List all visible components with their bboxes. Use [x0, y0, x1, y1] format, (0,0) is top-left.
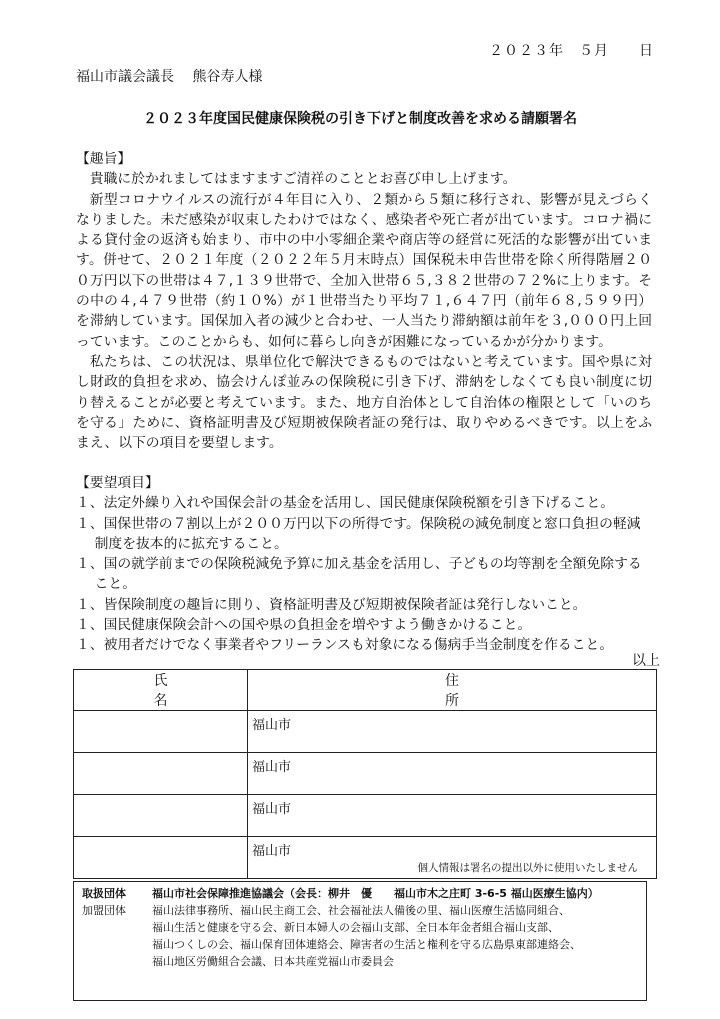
organization-box: [73, 881, 647, 1001]
closing-text: 以上: [632, 653, 660, 669]
name-field[interactable]: [74, 753, 248, 795]
request-item: １、被用者だけでなく事業者やフリーランスも対象になる傷病手当金制度を作ること。: [76, 637, 614, 654]
purpose-section: [76, 149, 652, 453]
address-column-header: 住所: [248, 670, 657, 711]
requests-heading: 【要望項目】: [76, 475, 159, 491]
document-date: ２０２３年 ５月 日: [489, 43, 654, 59]
signature-table-header: [74, 670, 657, 711]
privacy-note: 個人情報は署名の提出以外に使用いたしません: [417, 862, 638, 874]
request-item: １、国民健康保険会計への国や県の負担金を増やすよう働きかけること。: [76, 617, 532, 634]
signature-row: [74, 711, 657, 753]
organizer-label: 取扱団体: [82, 887, 126, 900]
purpose-paragraph: 新型コロナウイルスの流行が４年目に入り、２類から５類に移行され、影響が見えづらくなりました。未だ感染が収束したわけではなく、感染者や死亡者が出ています。コロナ禍による貸付金の返済も始まり、市中の中小零細企業や商店等の経営に死活的な影響が出ています。併せて、２０２１年度（２０２２年５月末時点）国保税未申告世帯を除く所得階層２００万円以下の世帯は４７,１３９世帯で、全加入世帯６５,３８２世帯の７２%に上ります。その中の４,４７９世帯（約１０%）が１世帯当たり平均７１,６４７円（前年６８,５９９円）を滞納しています。国保加入者の減少と合わせ、一人当たり滞納額は前年を３,０００円上回っています。このことからも、如何に暮らし向きが困難になっているかが分かります。: [76, 191, 652, 350]
request-item: １、国の就学前までの保険税減免予算に加え基金を活用し、子どもの均等割を全額免除すること。: [76, 556, 642, 593]
address-field[interactable]: 福山市: [248, 753, 657, 795]
members-row: [82, 902, 642, 970]
request-item: １、法定外繰り入れや国保会計の基金を活用し、国民健康保険税額を引き下げること。: [76, 495, 615, 512]
request-item: １、国保世帯の７割以上が２００万円以下の所得です。保険税の減免制度と窓口負担の軽減制度を抜本的に拡充すること。: [76, 515, 641, 552]
purpose-heading: 【趣旨】: [76, 151, 132, 167]
members-line: 福山地区労働組合会議、日本共産党福山市委員会: [152, 955, 394, 968]
requests-section: [76, 473, 652, 656]
signature-row: [74, 795, 657, 837]
organizer-row: [82, 885, 642, 902]
organizer-text: 福山市社会保障推進協議会（会長：柳井 優 福山市木之庄町 3-6-5 福山医療生協内）: [152, 887, 599, 900]
members-line: 福山生活と健康を守る会、新日本婦人の会福山支部、全日本年金者組合福山支部、: [152, 921, 559, 934]
signature-table: [73, 669, 657, 879]
purpose-paragraph: 私たちは、この状況は、県単位化で解決できるものではないと考えています。国や県に対し財政的負担を求め、協会けんぽ並みの保険税に引き下げ、滞納をしなくても良い制度に切り替えることが必要と考えています。また、地方自治体として自治体の権限として「いのちを守る」ために、資格証明書及び短期被保険者証の発行は、取りやめるべきです。以上をふまえ、以下の項目を要望します。: [76, 353, 652, 452]
members-line: 福山つくしの会、福山保育団体連絡会、障害者の生活と権利を守る広島県東部連絡会、: [152, 938, 581, 951]
request-item: １、皆保険制度の趣旨に則り、資格証明書及び短期被保険者証は発行しないこと。: [76, 596, 587, 613]
signature-row: [74, 753, 657, 795]
addressee: 福山市議会議長 熊谷寿人様: [76, 69, 263, 85]
address-field[interactable]: 福山市: [248, 837, 657, 879]
name-field[interactable]: [74, 795, 248, 837]
name-field[interactable]: [74, 837, 248, 879]
address-field[interactable]: 福山市: [248, 711, 657, 753]
name-field[interactable]: [74, 711, 248, 753]
members-line: 福山法律事務所、福山民主商工会、社会福祉法人備後の里、福山医療生活協同組合、: [152, 904, 570, 917]
members-label: 加盟団体: [82, 904, 126, 917]
address-field[interactable]: 福山市: [248, 795, 657, 837]
name-column-header: 氏名: [74, 670, 248, 711]
requests-list: [76, 493, 652, 655]
purpose-paragraph: 貴職に於かれましてはますますご清祥のこととお喜び申し上げます。: [89, 171, 517, 188]
petition-title: ２０２３年度国民健康保険税の引き下げと制度改善を求める請願署名: [143, 111, 577, 127]
